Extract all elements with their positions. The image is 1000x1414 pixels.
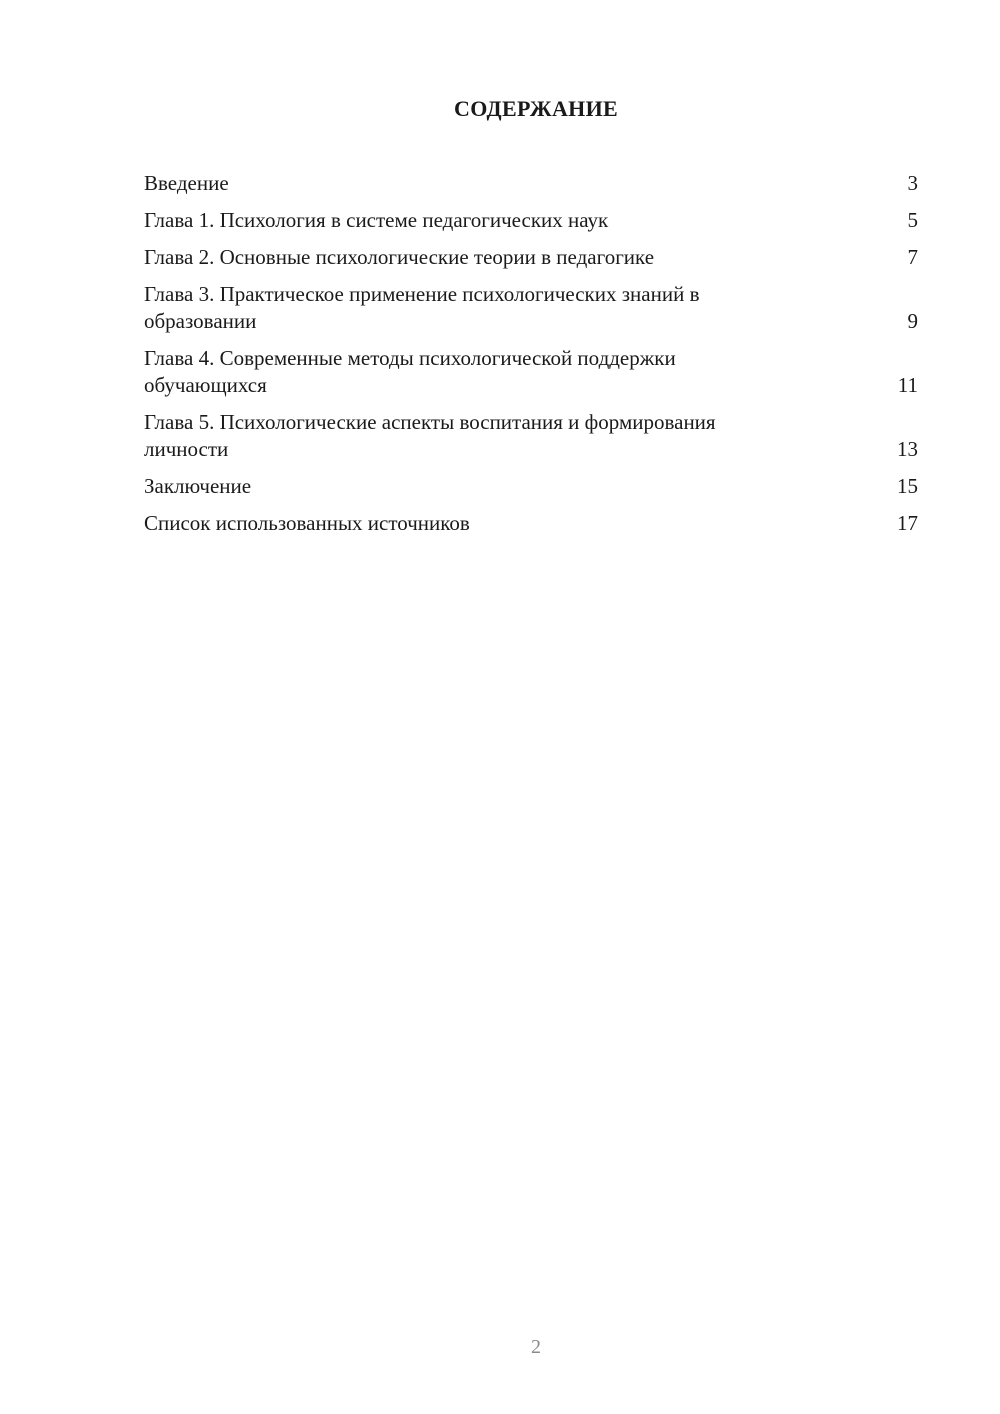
toc-entry-title: Глава 3. Практическое применение психологических знаний в образовании <box>144 282 700 333</box>
toc-entry-title: Глава 5. Психологические аспекты воспитания и формирования личности <box>144 410 716 461</box>
toc-entry-chapter-5 <box>144 409 918 463</box>
toc-entry-page: 15 <box>897 474 918 498</box>
toc-entry-chapter-1 <box>144 207 918 234</box>
toc-entry-title: Введение <box>144 171 229 195</box>
toc-entry-chapter-3 <box>144 281 918 335</box>
page-number: 2 <box>531 1336 541 1358</box>
toc-entry-chapter-2 <box>144 244 918 271</box>
toc-entry-page: 7 <box>907 245 918 269</box>
toc-entry-page: 9 <box>907 309 918 333</box>
toc-entry-page: 3 <box>907 171 918 195</box>
toc-entry-page: 11 <box>897 373 918 397</box>
toc-entry-references <box>144 510 918 537</box>
toc-entry-introduction <box>144 170 918 197</box>
toc-entry-title: Список использованных источников <box>144 511 470 535</box>
toc-entry-title: Глава 2. Основные психологические теории в педагогике <box>144 245 655 269</box>
page-title: СОДЕРЖАНИЕ <box>454 96 618 121</box>
toc-entry-chapter-4 <box>144 345 918 399</box>
toc-entry-title: Глава 1. Психология в системе педагогических наук <box>144 208 609 232</box>
toc-entry-title: Глава 4. Современные методы психологической поддержки обучающихся <box>144 346 676 397</box>
toc-entry-page: 17 <box>897 511 918 535</box>
table-of-contents <box>144 170 918 547</box>
toc-entry-title: Заключение <box>144 474 252 498</box>
toc-entry-page: 13 <box>897 437 918 461</box>
toc-entry-page: 5 <box>907 208 918 232</box>
toc-entry-conclusion <box>144 473 918 500</box>
